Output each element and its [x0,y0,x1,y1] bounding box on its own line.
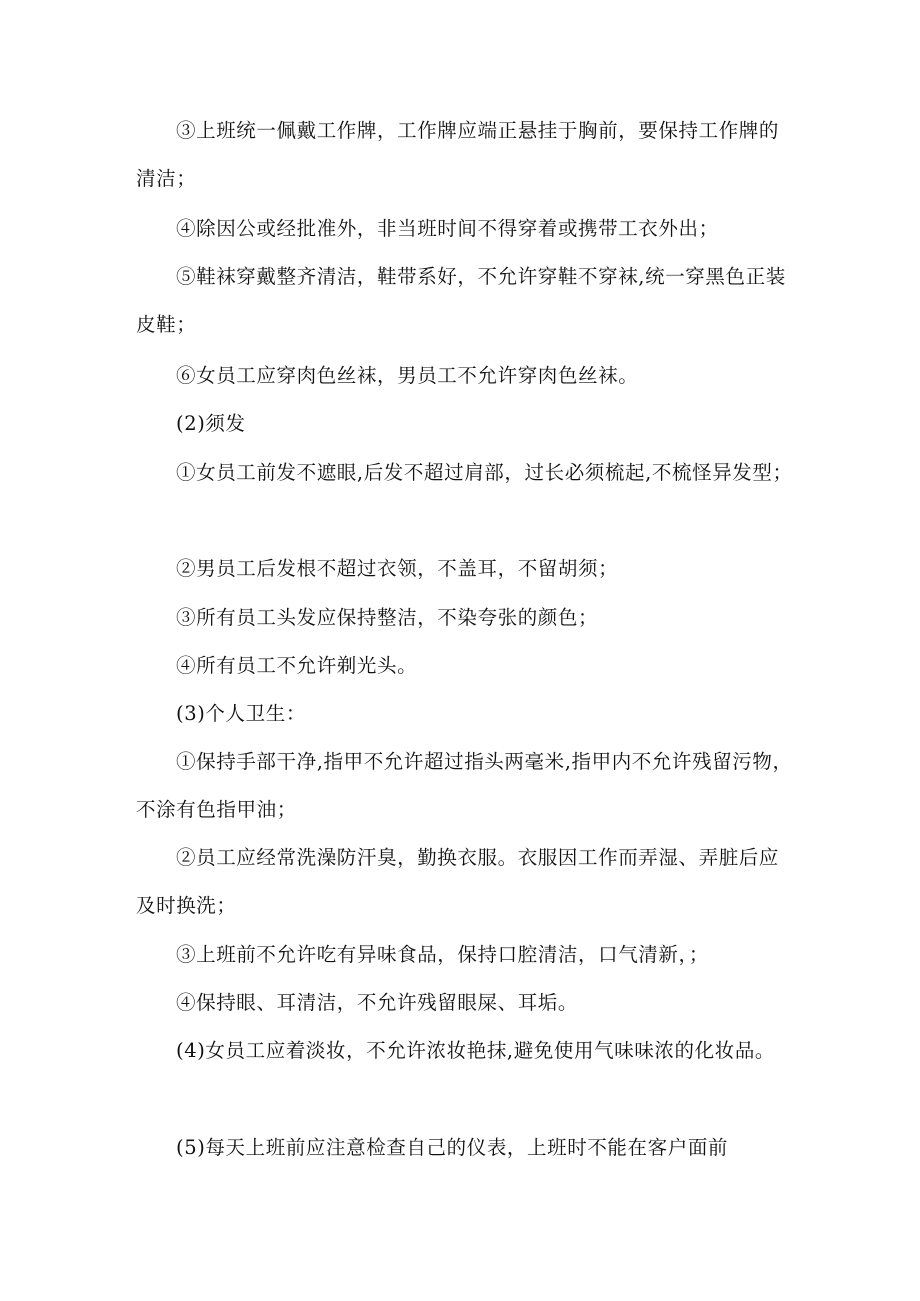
paragraph-male-hair: ②男员工后发根不超过衣领，不盖耳，不留胡须； [176,557,619,580]
paragraph-hands-nails: ①保持手部干净,指甲不允许超过指头两毫米,指甲内不允许残留污物，不涂有色指甲油； [136,750,793,821]
paragraph-makeup: (4)女员工应着淡妆，不允许浓妆艳抹,避免使用气味味浓的化妆品。 [176,1039,776,1062]
paragraph-eyes-ears: ④保持眼、耳清洁，不允许残留眼屎、耳垢。 [176,991,579,1014]
paragraph-oral-hygiene: ③上班前不允许吃有异味食品，保持口腔清洁，口气清新，； [176,943,709,966]
paragraph-no-shaved-head: ④所有员工不允许剃光头。 [176,654,418,677]
section-heading-hair: (2)须发 [176,412,246,435]
paragraph-female-hair: ①女员工前发不遮眼,后发不超过肩部，过长必须梳起,不梳怪异发型； [176,461,793,484]
paragraph-bathing-clothes: ②员工应经常洗澡防汗臭，勤换衣服。衣服因工作而弄湿、弄脏后应及时换洗； [136,846,780,917]
paragraph-stockings: ⑥女员工应穿肉色丝袜，男员工不允许穿肉色丝袜。 [176,364,639,387]
paragraph-daily-check: (5)每天上班前应注意检查自己的仪表，上班时不能在客户面前 [176,1136,729,1159]
paragraph-work-clothes: ④除因公或经批准外，非当班时间不得穿着或携带工衣外出； [176,217,719,240]
paragraph-work-badge: ③上班统一佩戴工作牌，工作牌应端正悬挂于胸前，要保持工作牌的清洁； [136,119,780,190]
section-heading-hygiene: (3)个人卫生： [176,702,306,725]
paragraph-hair-color: ③所有员工头发应保持整洁，不染夸张的颜色； [176,606,599,629]
paragraph-shoes-socks: ⑤鞋袜穿戴整齐清洁，鞋带系好，不允许穿鞋不穿袜,统一穿黑色正装皮鞋； [136,265,786,336]
